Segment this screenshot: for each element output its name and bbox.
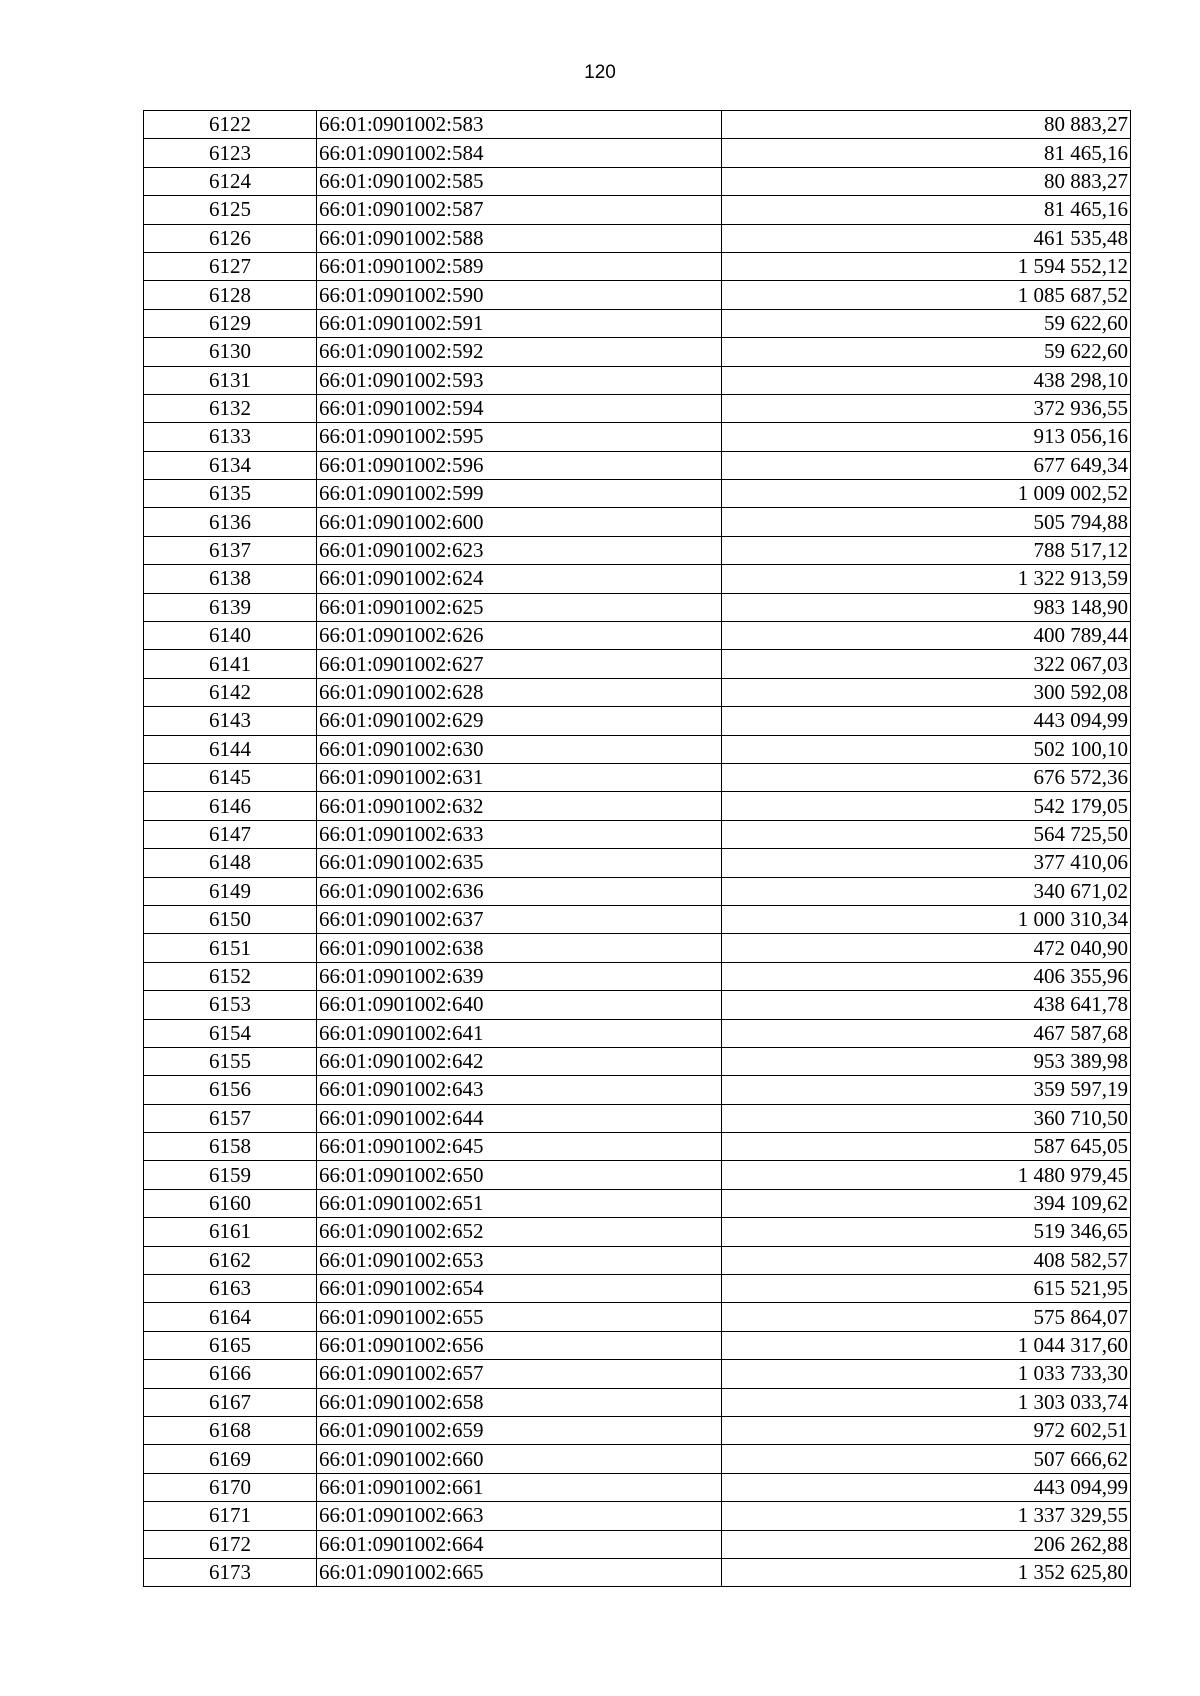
row-number-cell: 6143 (144, 707, 317, 735)
table-row (144, 1133, 1131, 1161)
cadastral-number-cell: 66:01:0901002:590 (317, 281, 722, 309)
table-row (144, 480, 1131, 508)
table-row (144, 905, 1131, 933)
cadastral-number-cell: 66:01:0901002:600 (317, 508, 722, 536)
row-number-cell: 6158 (144, 1133, 317, 1161)
cadastral-value-cell: 340 671,02 (722, 877, 1131, 905)
table-row (144, 111, 1131, 139)
row-number-cell: 6150 (144, 905, 317, 933)
cadastral-value-cell: 80 883,27 (722, 111, 1131, 139)
cadastral-number-cell: 66:01:0901002:594 (317, 394, 722, 422)
row-number-cell: 6130 (144, 338, 317, 366)
cadastral-number-cell: 66:01:0901002:643 (317, 1076, 722, 1104)
table-row (144, 1189, 1131, 1217)
cadastral-value-cell: 587 645,05 (722, 1133, 1131, 1161)
row-number-cell: 6139 (144, 593, 317, 621)
cadastral-value-cell: 59 622,60 (722, 309, 1131, 337)
cadastral-value-cell: 1 085 687,52 (722, 281, 1131, 309)
table-row (144, 252, 1131, 280)
cadastral-number-cell: 66:01:0901002:655 (317, 1303, 722, 1331)
table-row (144, 1445, 1131, 1473)
row-number-cell: 6169 (144, 1445, 317, 1473)
cadastral-value-cell: 542 179,05 (722, 792, 1131, 820)
table-row (144, 792, 1131, 820)
cadastral-value-cell: 1 594 552,12 (722, 252, 1131, 280)
cadastral-number-cell: 66:01:0901002:664 (317, 1530, 722, 1558)
cadastral-number-cell: 66:01:0901002:629 (317, 707, 722, 735)
cadastral-value-cell: 81 465,16 (722, 196, 1131, 224)
table-row (144, 1019, 1131, 1047)
row-number-cell: 6170 (144, 1473, 317, 1501)
row-number-cell: 6160 (144, 1189, 317, 1217)
row-number-cell: 6132 (144, 394, 317, 422)
cadastral-value-cell: 1 044 317,60 (722, 1331, 1131, 1359)
row-number-cell: 6173 (144, 1558, 317, 1586)
row-number-cell: 6156 (144, 1076, 317, 1104)
row-number-cell: 6141 (144, 650, 317, 678)
row-number-cell: 6163 (144, 1275, 317, 1303)
cadastral-value-cell: 615 521,95 (722, 1275, 1131, 1303)
table-row (144, 536, 1131, 564)
cadastral-number-cell: 66:01:0901002:638 (317, 934, 722, 962)
row-number-cell: 6140 (144, 622, 317, 650)
cadastral-number-cell: 66:01:0901002:640 (317, 991, 722, 1019)
cadastral-value-cell: 80 883,27 (722, 167, 1131, 195)
table-row (144, 820, 1131, 848)
cadastral-number-cell: 66:01:0901002:665 (317, 1558, 722, 1586)
cadastral-value-cell: 1 303 033,74 (722, 1388, 1131, 1416)
table-row (144, 622, 1131, 650)
cadastral-number-cell: 66:01:0901002:624 (317, 565, 722, 593)
cadastral-value-cell: 505 794,88 (722, 508, 1131, 536)
cadastral-value-cell: 443 094,99 (722, 1473, 1131, 1501)
table-row (144, 338, 1131, 366)
table-row (144, 139, 1131, 167)
table-row (144, 309, 1131, 337)
cadastral-value-cell: 406 355,96 (722, 962, 1131, 990)
row-number-cell: 6128 (144, 281, 317, 309)
row-number-cell: 6162 (144, 1246, 317, 1274)
table-row (144, 366, 1131, 394)
row-number-cell: 6166 (144, 1360, 317, 1388)
table-row (144, 1218, 1131, 1246)
cadastral-value-cell: 564 725,50 (722, 820, 1131, 848)
row-number-cell: 6148 (144, 849, 317, 877)
table-row (144, 1558, 1131, 1586)
table-row (144, 423, 1131, 451)
cadastral-number-cell: 66:01:0901002:630 (317, 735, 722, 763)
cadastral-value-cell: 408 582,57 (722, 1246, 1131, 1274)
cadastral-value-cell: 1 352 625,80 (722, 1558, 1131, 1586)
table-row (144, 394, 1131, 422)
row-number-cell: 6154 (144, 1019, 317, 1047)
row-number-cell: 6125 (144, 196, 317, 224)
table-row (144, 1360, 1131, 1388)
cadastral-number-cell: 66:01:0901002:644 (317, 1104, 722, 1132)
cadastral-number-cell: 66:01:0901002:587 (317, 196, 722, 224)
cadastral-number-cell: 66:01:0901002:645 (317, 1133, 722, 1161)
row-number-cell: 6165 (144, 1331, 317, 1359)
cadastral-number-cell: 66:01:0901002:642 (317, 1047, 722, 1075)
cadastral-number-cell: 66:01:0901002:652 (317, 1218, 722, 1246)
cadastral-value-cell: 206 262,88 (722, 1530, 1131, 1558)
cadastral-number-cell: 66:01:0901002:595 (317, 423, 722, 451)
cadastral-value-cell: 443 094,99 (722, 707, 1131, 735)
table-row (144, 1246, 1131, 1274)
row-number-cell: 6155 (144, 1047, 317, 1075)
row-number-cell: 6142 (144, 678, 317, 706)
row-number-cell: 6147 (144, 820, 317, 848)
cadastral-number-cell: 66:01:0901002:633 (317, 820, 722, 848)
row-number-cell: 6146 (144, 792, 317, 820)
cadastral-value-cell: 507 666,62 (722, 1445, 1131, 1473)
cadastral-number-cell: 66:01:0901002:596 (317, 451, 722, 479)
table-row (144, 1331, 1131, 1359)
table-row (144, 1502, 1131, 1530)
cadastral-value-cell: 1 322 913,59 (722, 565, 1131, 593)
table-row (144, 1104, 1131, 1132)
row-number-cell: 6138 (144, 565, 317, 593)
row-number-cell: 6122 (144, 111, 317, 139)
row-number-cell: 6151 (144, 934, 317, 962)
cadastral-number-cell: 66:01:0901002:635 (317, 849, 722, 877)
table-row (144, 1076, 1131, 1104)
cadastral-value-cell: 676 572,36 (722, 763, 1131, 791)
cadastral-value-cell: 81 465,16 (722, 139, 1131, 167)
cadastral-value-table (143, 110, 1131, 1587)
cadastral-value-cell: 438 298,10 (722, 366, 1131, 394)
table-row (144, 508, 1131, 536)
cadastral-value-cell: 467 587,68 (722, 1019, 1131, 1047)
cadastral-number-cell: 66:01:0901002:599 (317, 480, 722, 508)
cadastral-number-cell: 66:01:0901002:591 (317, 309, 722, 337)
row-number-cell: 6134 (144, 451, 317, 479)
cadastral-number-cell: 66:01:0901002:654 (317, 1275, 722, 1303)
table-row (144, 849, 1131, 877)
cadastral-value-cell: 472 040,90 (722, 934, 1131, 962)
page-number: 120 (584, 62, 616, 83)
table-row (144, 196, 1131, 224)
cadastral-number-cell: 66:01:0901002:588 (317, 224, 722, 252)
cadastral-value-cell: 394 109,62 (722, 1189, 1131, 1217)
row-number-cell: 6153 (144, 991, 317, 1019)
cadastral-value-cell: 360 710,50 (722, 1104, 1131, 1132)
cadastral-number-cell: 66:01:0901002:623 (317, 536, 722, 564)
cadastral-value-cell: 913 056,16 (722, 423, 1131, 451)
cadastral-number-cell: 66:01:0901002:592 (317, 338, 722, 366)
row-number-cell: 6135 (144, 480, 317, 508)
row-number-cell: 6124 (144, 167, 317, 195)
row-number-cell: 6161 (144, 1218, 317, 1246)
cadastral-value-cell: 983 148,90 (722, 593, 1131, 621)
cadastral-number-cell: 66:01:0901002:656 (317, 1331, 722, 1359)
row-number-cell: 6167 (144, 1388, 317, 1416)
table-row (144, 1530, 1131, 1558)
cadastral-value-cell: 677 649,34 (722, 451, 1131, 479)
cadastral-number-cell: 66:01:0901002:658 (317, 1388, 722, 1416)
cadastral-number-cell: 66:01:0901002:585 (317, 167, 722, 195)
cadastral-number-cell: 66:01:0901002:583 (317, 111, 722, 139)
cadastral-number-cell: 66:01:0901002:659 (317, 1416, 722, 1444)
cadastral-value-cell: 1 009 002,52 (722, 480, 1131, 508)
cadastral-value-cell: 322 067,03 (722, 650, 1131, 678)
cadastral-value-cell: 1 337 329,55 (722, 1502, 1131, 1530)
table-row (144, 934, 1131, 962)
table-row (144, 565, 1131, 593)
cadastral-number-cell: 66:01:0901002:650 (317, 1161, 722, 1189)
table-row (144, 451, 1131, 479)
row-number-cell: 6137 (144, 536, 317, 564)
table-row (144, 1047, 1131, 1075)
row-number-cell: 6172 (144, 1530, 317, 1558)
row-number-cell: 6152 (144, 962, 317, 990)
cadastral-value-cell: 377 410,06 (722, 849, 1131, 877)
table-row (144, 763, 1131, 791)
cadastral-number-cell: 66:01:0901002:653 (317, 1246, 722, 1274)
row-number-cell: 6157 (144, 1104, 317, 1132)
cadastral-value-cell: 1 000 310,34 (722, 905, 1131, 933)
row-number-cell: 6145 (144, 763, 317, 791)
table-row (144, 877, 1131, 905)
cadastral-number-cell: 66:01:0901002:632 (317, 792, 722, 820)
cadastral-value-cell: 972 602,51 (722, 1416, 1131, 1444)
table-row (144, 1161, 1131, 1189)
table-row (144, 962, 1131, 990)
table-row (144, 1473, 1131, 1501)
cadastral-value-cell: 519 346,65 (722, 1218, 1131, 1246)
table-row (144, 678, 1131, 706)
cadastral-value-cell: 502 100,10 (722, 735, 1131, 763)
cadastral-number-cell: 66:01:0901002:660 (317, 1445, 722, 1473)
row-number-cell: 6149 (144, 877, 317, 905)
cadastral-number-cell: 66:01:0901002:628 (317, 678, 722, 706)
cadastral-number-cell: 66:01:0901002:589 (317, 252, 722, 280)
row-number-cell: 6123 (144, 139, 317, 167)
cadastral-value-cell: 461 535,48 (722, 224, 1131, 252)
table-row (144, 224, 1131, 252)
cadastral-number-cell: 66:01:0901002:639 (317, 962, 722, 990)
cadastral-number-cell: 66:01:0901002:631 (317, 763, 722, 791)
table-row (144, 167, 1131, 195)
cadastral-value-cell: 788 517,12 (722, 536, 1131, 564)
row-number-cell: 6129 (144, 309, 317, 337)
cadastral-number-cell: 66:01:0901002:663 (317, 1502, 722, 1530)
cadastral-number-cell: 66:01:0901002:626 (317, 622, 722, 650)
cadastral-number-cell: 66:01:0901002:627 (317, 650, 722, 678)
cadastral-number-cell: 66:01:0901002:584 (317, 139, 722, 167)
cadastral-value-cell: 1 480 979,45 (722, 1161, 1131, 1189)
table-row (144, 1303, 1131, 1331)
cadastral-value-cell: 1 033 733,30 (722, 1360, 1131, 1388)
row-number-cell: 6136 (144, 508, 317, 536)
table-row (144, 1275, 1131, 1303)
table-row (144, 707, 1131, 735)
row-number-cell: 6159 (144, 1161, 317, 1189)
cadastral-number-cell: 66:01:0901002:651 (317, 1189, 722, 1217)
cadastral-value-cell: 300 592,08 (722, 678, 1131, 706)
row-number-cell: 6171 (144, 1502, 317, 1530)
table-row (144, 1388, 1131, 1416)
table-row (144, 650, 1131, 678)
cadastral-value-cell: 953 389,98 (722, 1047, 1131, 1075)
table-row (144, 281, 1131, 309)
row-number-cell: 6144 (144, 735, 317, 763)
cadastral-number-cell: 66:01:0901002:637 (317, 905, 722, 933)
cadastral-value-cell: 400 789,44 (722, 622, 1131, 650)
cadastral-value-cell: 359 597,19 (722, 1076, 1131, 1104)
cadastral-number-cell: 66:01:0901002:636 (317, 877, 722, 905)
table-row (144, 1416, 1131, 1444)
cadastral-number-cell: 66:01:0901002:661 (317, 1473, 722, 1501)
cadastral-number-cell: 66:01:0901002:625 (317, 593, 722, 621)
table-body (144, 111, 1131, 1587)
row-number-cell: 6164 (144, 1303, 317, 1331)
cadastral-number-cell: 66:01:0901002:641 (317, 1019, 722, 1047)
row-number-cell: 6127 (144, 252, 317, 280)
table-row (144, 991, 1131, 1019)
cadastral-value-cell: 575 864,07 (722, 1303, 1131, 1331)
table-row (144, 735, 1131, 763)
cadastral-value-cell: 438 641,78 (722, 991, 1131, 1019)
cadastral-value-cell: 59 622,60 (722, 338, 1131, 366)
row-number-cell: 6131 (144, 366, 317, 394)
cadastral-value-cell: 372 936,55 (722, 394, 1131, 422)
cadastral-number-cell: 66:01:0901002:593 (317, 366, 722, 394)
table-row (144, 593, 1131, 621)
row-number-cell: 6168 (144, 1416, 317, 1444)
row-number-cell: 6133 (144, 423, 317, 451)
row-number-cell: 6126 (144, 224, 317, 252)
cadastral-number-cell: 66:01:0901002:657 (317, 1360, 722, 1388)
